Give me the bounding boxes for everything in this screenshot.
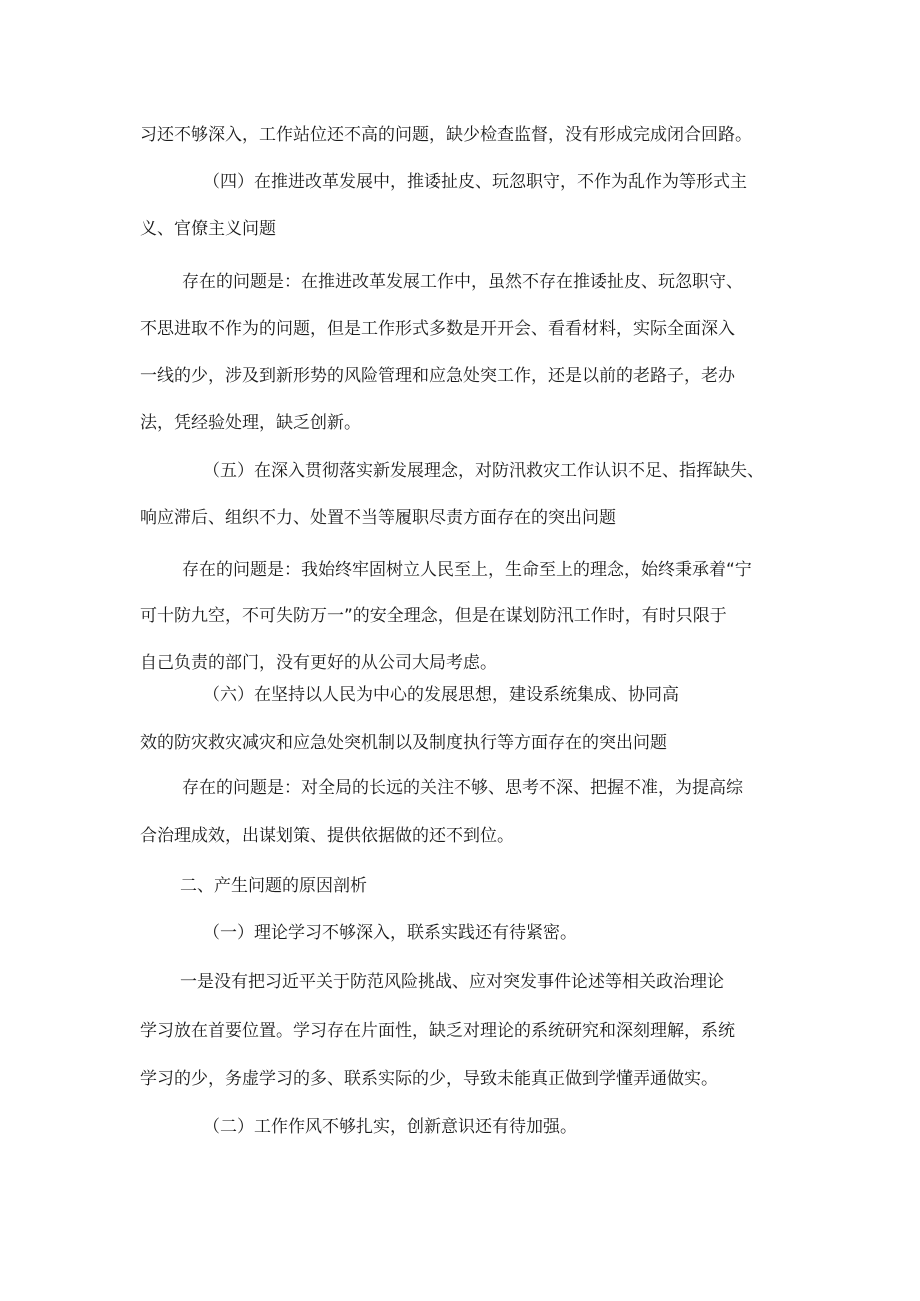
paragraph-line: 一线的少，涉及到新形势的风险管理和应急处突工作，还是以前的老路子，老办 (140, 366, 735, 386)
paragraph-line: 不思进取不作为的问题，但是工作形式多数是开开会、看看材料，实际全面深入 (140, 319, 735, 339)
section-heading-4-cont: 义、官僚主义问题 (140, 219, 276, 239)
paragraph-line: 可十防九空，不可失防万一”的安全理念，但是在谋划防汛工作时，有时只限于 (140, 606, 727, 626)
section-heading-5: （五）在深入贯彻落实新发展理念，对防汛救灾工作认识不足、指挥缺失、 (203, 461, 764, 481)
text-line: 习还不够深入，工作站位还不高的问题，缺少检查监督，没有形成完成闭合回路。 (140, 125, 752, 145)
paragraph-line: 学习的少，务虚学习的多、联系实际的少，导致未能真正做到学懂弄通做实。 (140, 1069, 718, 1089)
paragraph-line: 自己负责的部门，没有更好的从公司大局考虑。 (140, 653, 497, 673)
section-heading-5-cont: 响应滞后、组织不力、处置不当等履职尽责方面存在的突出问题 (140, 508, 616, 528)
paragraph-line: 存在的问题是：我始终牢固树立人民至上，生命至上的理念，始终秉承着“宁 (182, 560, 752, 580)
section-heading-6: （六）在坚持以人民为中心的发展思想，建设系统集成、协同高 (203, 685, 679, 705)
paragraph-line: 学习放在首要位置。学习存在片面性，缺乏对理论的系统研究和深刻理解，系统 (140, 1021, 735, 1041)
paragraph-line: 法，凭经验处理，缺乏创新。 (140, 413, 361, 433)
subsection-heading-2: （二）工作作风不够扎实，创新意识还有待加强。 (203, 1117, 577, 1137)
paragraph-line: 存在的问题是：在推进改革发展工作中，虽然不存在推诿扯皮、玩忽职守、 (182, 272, 743, 292)
subsection-heading-1: （一）理论学习不够深入，联系实践还有待紧密。 (203, 923, 577, 943)
paragraph-line: 一是没有把习近平关于防范风险挑战、应对突发事件论述等相关政治理论 (180, 972, 724, 992)
chapter-heading: 二、产生问题的原因剖析 (180, 876, 367, 896)
section-heading-4: （四）在推进改革发展中，推诿扯皮、玩忽职守，不作为乱作为等形式主 (203, 172, 747, 192)
section-heading-6-cont: 效的防灾救灾减灾和应急处突机制以及制度执行等方面存在的突出问题 (140, 733, 667, 753)
paragraph-line: 合治理成效，出谋划策、提供依据做的还不到位。 (140, 826, 514, 846)
paragraph-line: 存在的问题是：对全局的长远的关注不够、思考不深、把握不准，为提高综 (182, 778, 743, 798)
